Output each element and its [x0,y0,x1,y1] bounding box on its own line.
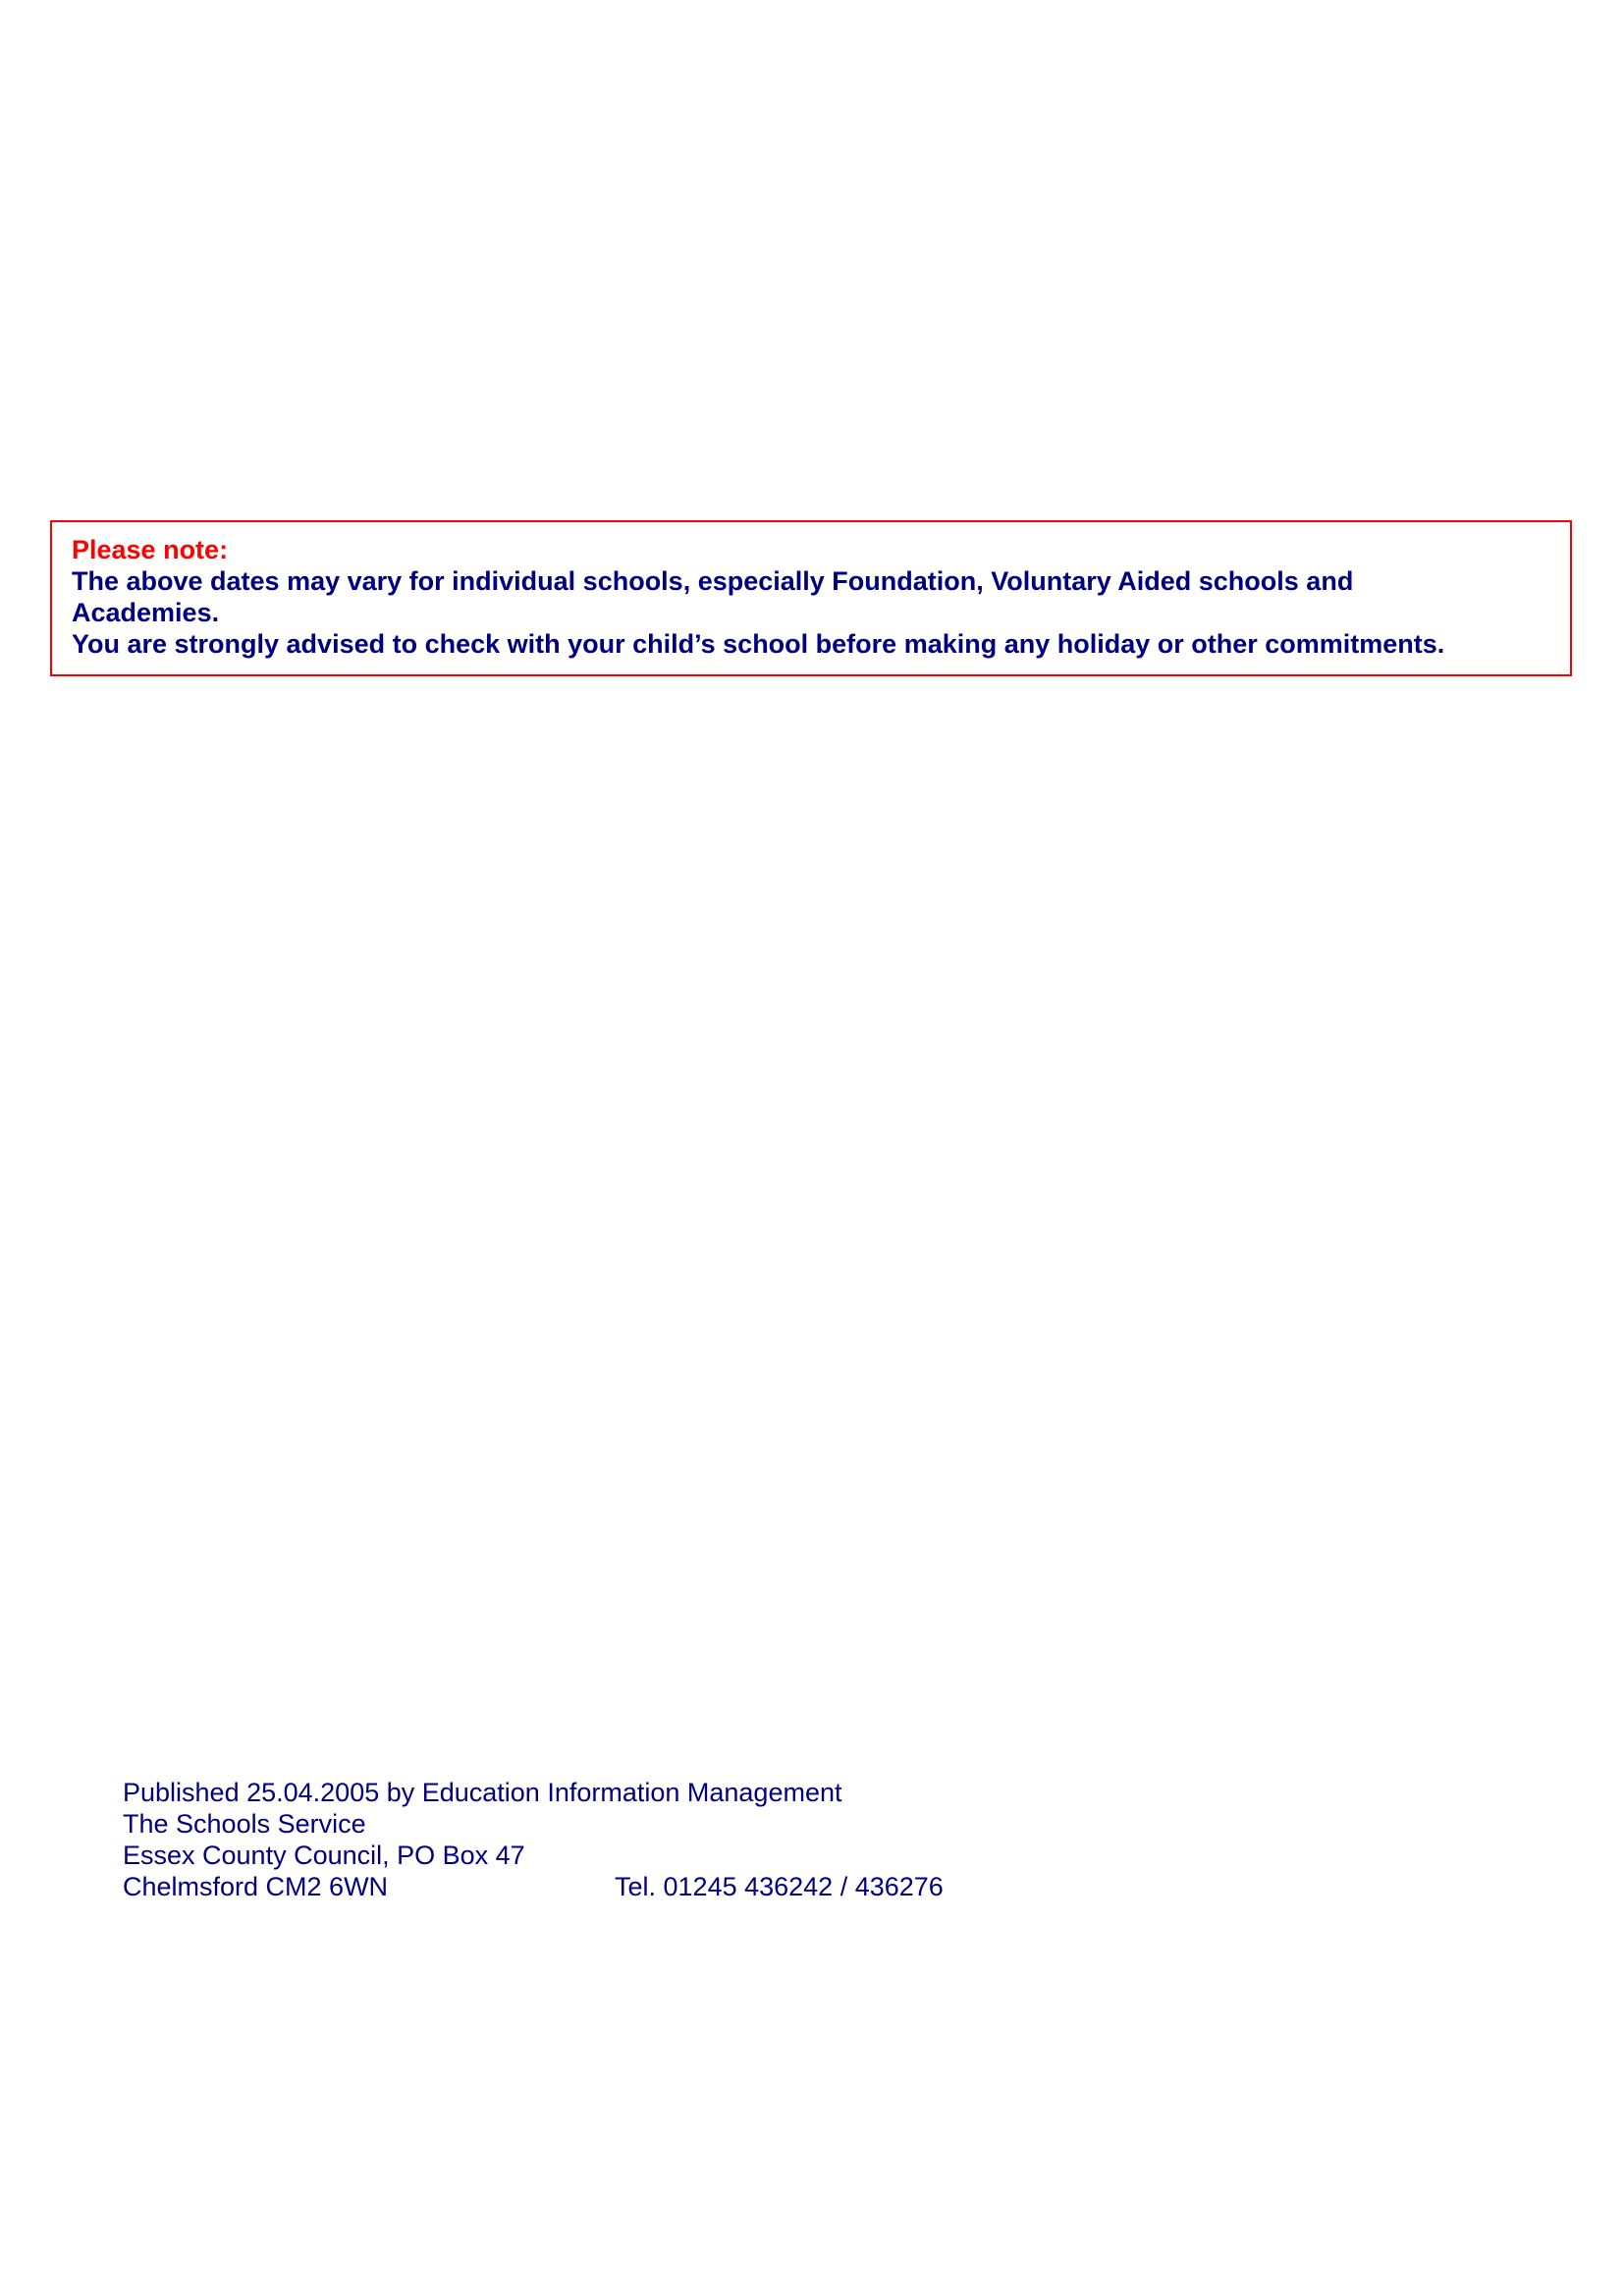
address-tel-row [123,1871,1006,1902]
telephone-number: Tel. 01245 436242 / 436276 [615,1872,944,1901]
notice-line-1: The above dates may vary for individual schools, especially Foundation, Voluntary Aided schools and [72,566,1354,596]
notice-box [50,520,1572,676]
council-line: Essex County Council, PO Box 47 [123,1841,525,1870]
town-line: Chelmsford CM2 6WN [123,1872,389,1901]
notice-line-2: Academies. [72,598,220,627]
notice-line-3: You are strongly advised to check with your child’s school before making any holiday or other commitments. [72,629,1445,659]
service-line: The Schools Service [123,1809,366,1839]
publisher-block [123,1777,1006,1902]
notice-heading: Please note: [72,535,229,564]
published-line: Published 25.04.2005 by Education Information Management [123,1778,842,1807]
